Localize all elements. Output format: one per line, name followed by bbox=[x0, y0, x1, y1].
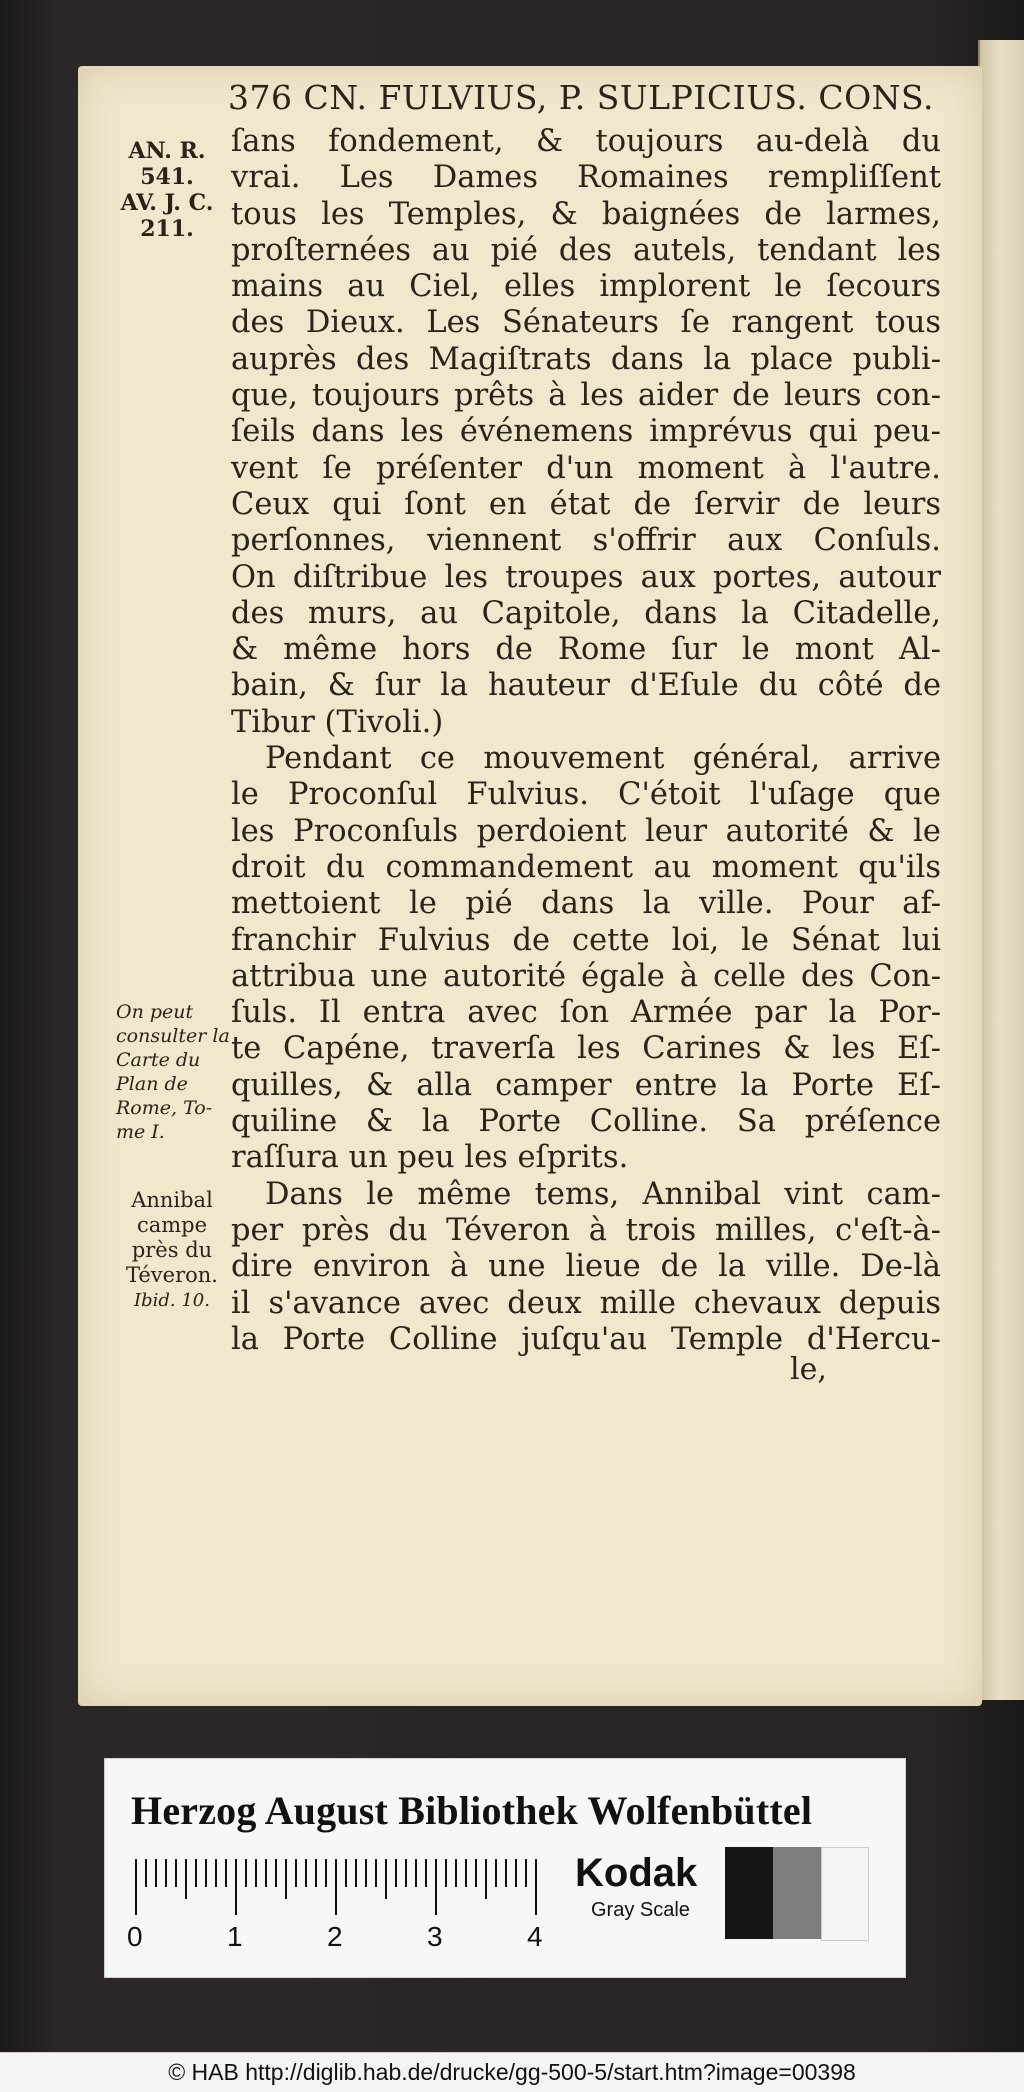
text-line: ſeils dans les événemens imprévus qui peu- bbox=[231, 414, 941, 450]
ruler-tick bbox=[325, 1859, 327, 1887]
ruler-tick bbox=[295, 1859, 297, 1887]
ruler-tick bbox=[225, 1859, 227, 1887]
ruler-tick bbox=[255, 1859, 257, 1887]
margin-year-line: AN. R. bbox=[128, 138, 206, 164]
text-line: des Dieux. Les Sénateurs ſe rangent tous bbox=[231, 305, 941, 341]
ruler-tick bbox=[195, 1859, 197, 1887]
ruler-number: 1 bbox=[227, 1921, 243, 1952]
ruler-tick bbox=[505, 1859, 507, 1887]
ruler-tick bbox=[235, 1859, 237, 1915]
measure-ruler bbox=[127, 1859, 555, 1959]
margin-note-annibal bbox=[112, 1188, 232, 1313]
ruler-tick bbox=[495, 1859, 497, 1887]
margin-year-line: 541. bbox=[140, 164, 194, 190]
margin-annibal-line: près du bbox=[131, 1238, 213, 1262]
ruler-tick bbox=[145, 1859, 147, 1887]
text-line: vent ſe préſenter d'un moment à l'autre. bbox=[231, 450, 941, 486]
text-line: tous les Temples, & baignées de larmes, bbox=[231, 196, 941, 232]
body-text bbox=[231, 124, 941, 1358]
gray-swatch-black bbox=[725, 1847, 773, 1939]
ruler-tick bbox=[515, 1859, 517, 1887]
text-line: te Capéne, traverſa les Carines & les Eſ- bbox=[231, 1031, 941, 1067]
ruler-tick bbox=[155, 1859, 157, 1887]
text-line: vrai. Les Dames Romaines rempliſſent bbox=[231, 160, 941, 196]
ruler-tick bbox=[285, 1859, 287, 1899]
ruler-tick bbox=[475, 1859, 477, 1887]
margin-note-carte bbox=[116, 1000, 236, 1144]
text-line: Ceux qui ſont en état de ſervir de leurs bbox=[231, 486, 941, 522]
ruler-tick bbox=[335, 1859, 337, 1915]
ruler-tick bbox=[485, 1859, 487, 1899]
text-line: ſuls. Il entra avec ſon Armée par la Por- bbox=[231, 995, 941, 1031]
ruler-number: 3 bbox=[427, 1921, 443, 1952]
ruler-number: 4 bbox=[527, 1921, 543, 1952]
text-line: raſſura un peu les eſprits. bbox=[231, 1140, 629, 1176]
text-line: dire environ à une lieue de la ville. De-là bbox=[231, 1249, 941, 1285]
margin-annibal-line: Annibal bbox=[131, 1188, 213, 1212]
gray-scale-label: Gray Scale bbox=[591, 1899, 690, 1921]
ruler-tick bbox=[265, 1859, 267, 1887]
ruler-tick bbox=[365, 1859, 367, 1887]
ruler-tick bbox=[465, 1859, 467, 1887]
ruler-tick bbox=[185, 1859, 187, 1899]
text-line: Pendant ce mouvement général, arrive bbox=[265, 741, 941, 777]
ruler-tick bbox=[535, 1859, 537, 1915]
text-line: per près du Téveron à trois milles, c'eſt-à- bbox=[231, 1212, 941, 1248]
gray-swatch-mid bbox=[773, 1847, 821, 1939]
ruler-tick bbox=[425, 1859, 427, 1887]
ruler-tick bbox=[205, 1859, 207, 1887]
library-name: Herzog August Bibliothek Wolfenbüttel bbox=[131, 1788, 813, 1833]
ruler-tick bbox=[305, 1859, 307, 1887]
ruler-tick bbox=[165, 1859, 167, 1887]
ruler-number: 0 bbox=[127, 1921, 143, 1952]
margin-annibal-line: Téveron. bbox=[126, 1263, 218, 1287]
text-line: On diſtribue les troupes aux portes, autour bbox=[231, 559, 941, 595]
ruler-tick bbox=[445, 1859, 447, 1887]
gray-swatch-white bbox=[821, 1847, 869, 1941]
text-line: droit du commandement au moment qu'ils bbox=[231, 849, 941, 885]
margin-year-line: 211. bbox=[140, 216, 194, 242]
text-line: les Proconſuls perdoient leur autorité & le bbox=[231, 813, 941, 849]
next-page-edge bbox=[978, 40, 1024, 1700]
text-line: que, toujours prêts à les aider de leurs con- bbox=[231, 378, 941, 414]
color-target-card bbox=[104, 1758, 906, 1978]
ruler-tick bbox=[245, 1859, 247, 1887]
ruler-tick bbox=[345, 1859, 347, 1887]
text-line: la Porte Colline juſqu'au Temple d'Hercu- bbox=[231, 1321, 941, 1357]
text-line: & même hors de Rome ſur le mont Al- bbox=[231, 632, 941, 668]
text-line: mains au Ciel, elles implorent le ſecours bbox=[231, 269, 941, 305]
margin-carte-line: Plan de bbox=[116, 1073, 188, 1095]
text-line: Dans le même tems, Annibal vint cam- bbox=[265, 1176, 941, 1212]
ruler-tick bbox=[315, 1859, 317, 1887]
text-line: attribua une autorité égale à celle des Con- bbox=[231, 958, 941, 994]
margin-carte-line: Carte du bbox=[116, 1049, 201, 1071]
text-line: il s'avance avec deux mille chevaux depuis bbox=[231, 1285, 941, 1321]
margin-carte-line: Rome, To- bbox=[116, 1097, 213, 1119]
ruler-tick bbox=[385, 1859, 387, 1899]
footer-credit: © HAB http://diglib.hab.de/drucke/gg-500-5/start.htm?image=00398 bbox=[0, 2052, 1024, 2092]
text-line: proſternées au pié des autels, tendant les bbox=[231, 232, 941, 268]
text-line: mettoient le pié dans la ville. Pour af- bbox=[231, 886, 941, 922]
text-line: bain, & ſur la hauteur d'Eſule du côté de bbox=[231, 668, 941, 704]
ruler-tick bbox=[525, 1859, 527, 1887]
ruler-tick bbox=[135, 1859, 137, 1915]
text-line: perſonnes, viennent s'offrir aux Conſuls. bbox=[231, 523, 941, 559]
text-line: Tibur (Tivoli.) bbox=[231, 704, 444, 740]
text-line: quiline & la Porte Colline. Sa préſence bbox=[231, 1104, 941, 1140]
ruler-number: 2 bbox=[327, 1921, 343, 1952]
margin-note-year bbox=[112, 138, 222, 242]
ruler-tick bbox=[275, 1859, 277, 1887]
text-line: franchir Fulvius de cette loi, le Sénat lui bbox=[231, 922, 941, 958]
ruler-tick bbox=[435, 1859, 437, 1915]
ruler-tick bbox=[415, 1859, 417, 1887]
margin-carte-line: consulter la bbox=[116, 1025, 230, 1047]
text-line: ſans fondement, & toujours au-delà du bbox=[231, 124, 941, 159]
margin-annibal-ref: Ibid. 10. bbox=[134, 1290, 210, 1311]
ruler-tick bbox=[375, 1859, 377, 1887]
margin-carte-line: On peut bbox=[116, 1001, 194, 1023]
margin-year-line: AV. J. C. bbox=[120, 190, 214, 216]
margin-annibal-line: campe bbox=[136, 1213, 208, 1237]
kodak-logo-text: Kodak bbox=[575, 1851, 698, 1895]
text-line: le Proconſul Fulvius. C'étoit l'uſage que bbox=[231, 777, 941, 813]
running-header: 376 CN. FULVIUS, P. SULPICIUS. CONS. bbox=[228, 78, 934, 117]
text-line: auprès des Magiſtrats dans la place publi- bbox=[231, 341, 941, 377]
margin-carte-line: me I. bbox=[116, 1121, 165, 1143]
ruler-tick bbox=[405, 1859, 407, 1887]
ruler-tick bbox=[455, 1859, 457, 1887]
text-line: quilles, & alla camper entre la Porte Eſ- bbox=[231, 1067, 941, 1103]
ruler-tick bbox=[215, 1859, 217, 1887]
ruler-tick bbox=[175, 1859, 177, 1887]
ruler-tick bbox=[395, 1859, 397, 1887]
text-line: des murs, au Capitole, dans la Citadelle, bbox=[231, 595, 941, 631]
ruler-tick bbox=[355, 1859, 357, 1887]
catchword: le, bbox=[790, 1352, 827, 1387]
